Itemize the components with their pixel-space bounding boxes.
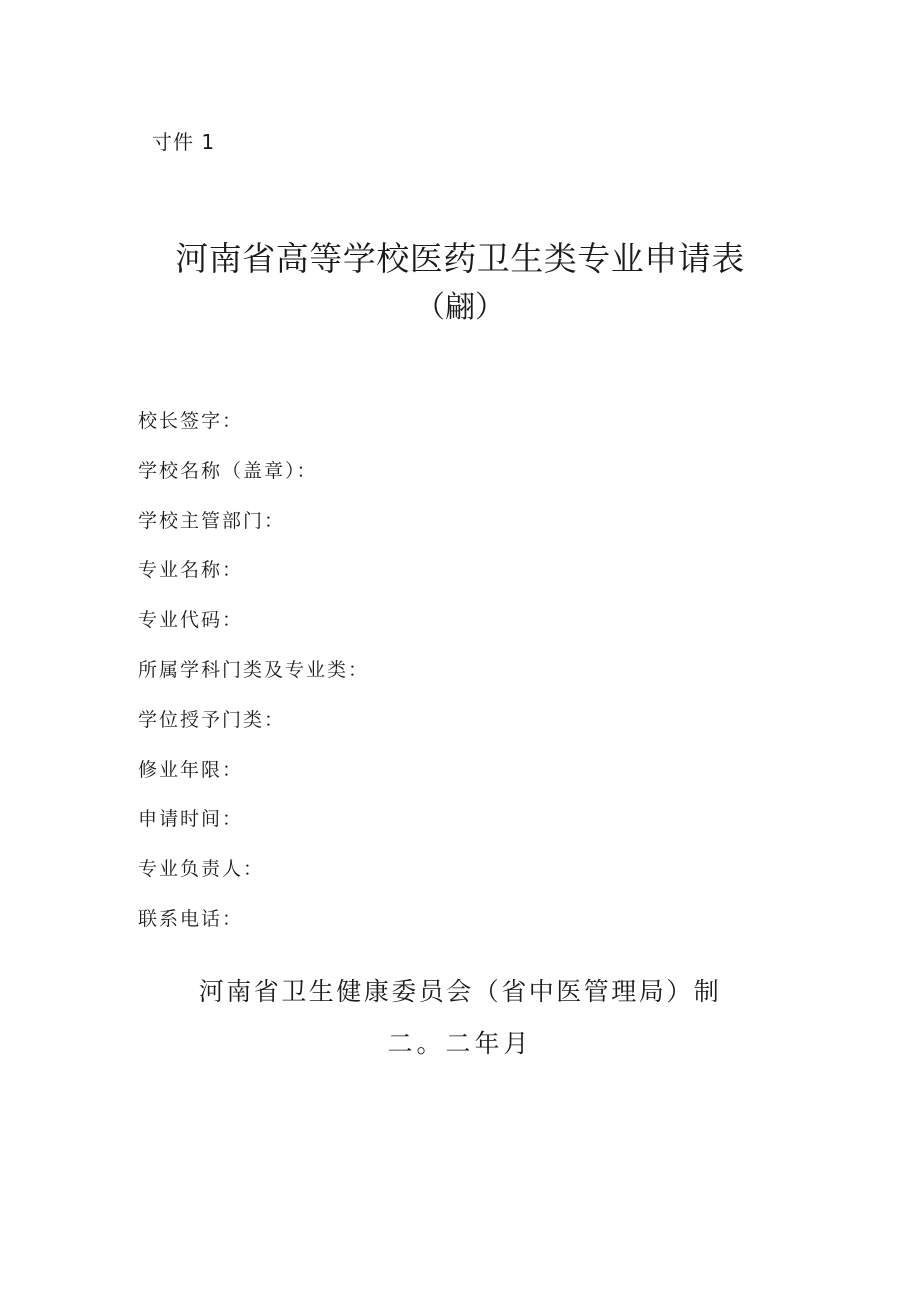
attachment-label: 寸件 1	[152, 130, 216, 154]
field-study-duration: 修业年限：	[138, 758, 244, 781]
field-application-date: 申请时间：	[138, 808, 244, 831]
field-major-name: 专业名称：	[138, 559, 244, 582]
field-school-name: 学校名称（盖章）：	[138, 459, 318, 482]
document-subtitle: （翩）	[415, 290, 505, 325]
field-degree-category: 学位授予门类：	[138, 708, 286, 731]
field-major-director: 专业负责人：	[138, 858, 265, 881]
field-discipline-category: 所属学科门类及专业类：	[138, 658, 370, 681]
field-contact-phone: 联系电话：	[138, 907, 244, 930]
issue-date: 二。二年月	[387, 1029, 533, 1058]
field-principal-signature: 校长签字：	[138, 410, 244, 432]
field-major-code: 专业代码：	[138, 609, 244, 632]
form-field-list	[138, 405, 369, 953]
issuer-line: 河南省卫生健康委员会（省中医管理局）制	[198, 977, 722, 1006]
document-title: 河南省高等学校医药卫生类专业申请表	[175, 239, 745, 278]
field-supervising-department: 学校主管部门：	[138, 509, 286, 532]
